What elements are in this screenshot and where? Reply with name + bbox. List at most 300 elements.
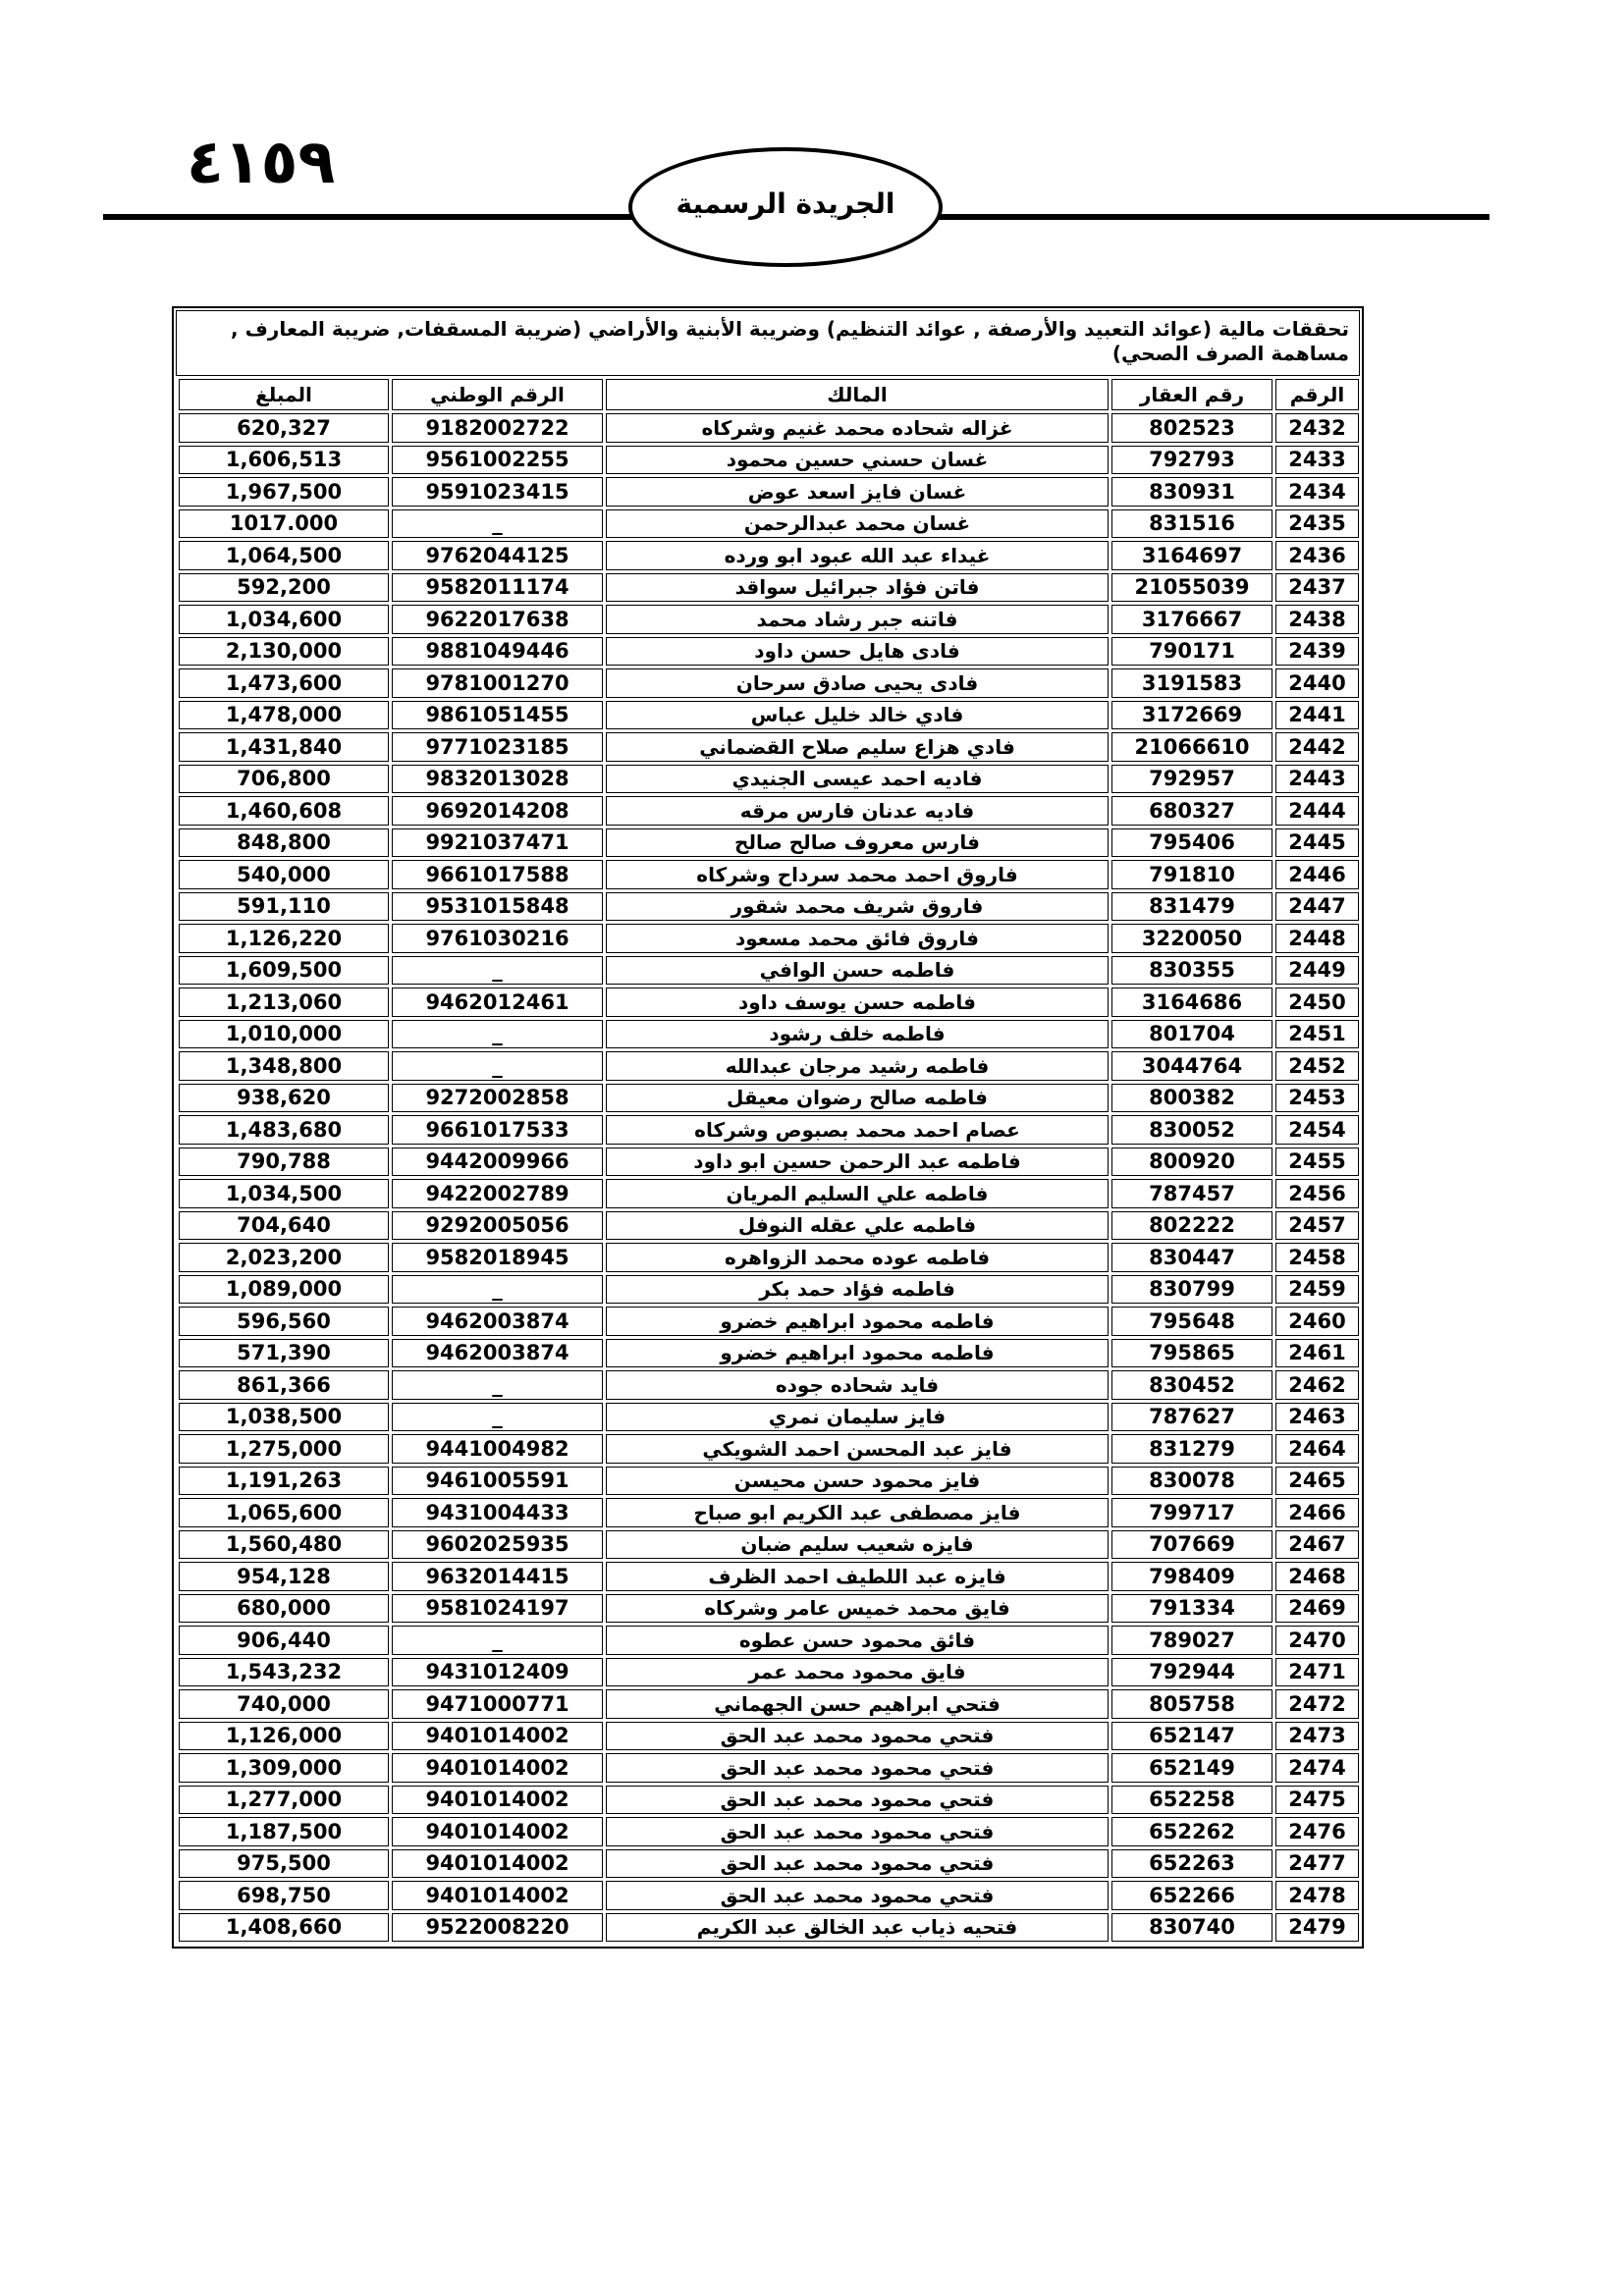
cell-property: 798409: [1111, 1562, 1272, 1591]
table-row: [179, 1530, 1359, 1560]
cell-owner: غزاله شحاده محمد غنيم وشركاه: [606, 413, 1109, 443]
cell-id: 2457: [1275, 1211, 1359, 1241]
cell-amount: 1017.000: [179, 509, 389, 539]
cell-national-id: 9591023415: [392, 477, 603, 507]
cell-amount: 861,366: [179, 1370, 389, 1400]
cell-id: 2449: [1275, 956, 1359, 986]
table-row: [179, 1753, 1359, 1783]
cell-property: 652266: [1111, 1881, 1272, 1910]
cell-property: 707669: [1111, 1530, 1272, 1560]
cell-property: 652262: [1111, 1817, 1272, 1846]
table-row: [179, 796, 1359, 826]
cell-property: 795648: [1111, 1307, 1272, 1336]
cell-amount: 1,606,513: [179, 446, 389, 475]
cell-property: 789027: [1111, 1626, 1272, 1655]
cell-national-id: 9462003874: [392, 1307, 603, 1336]
table-row: [179, 477, 1359, 507]
table-row: [179, 1689, 1359, 1719]
cell-property: 830931: [1111, 477, 1272, 507]
cell-national-id: _: [392, 1275, 603, 1305]
table-row: [179, 1434, 1359, 1464]
cell-owner: فادى يحيى صادق سرحان: [606, 668, 1109, 698]
table-row: [179, 1307, 1359, 1336]
header-national-id: الرقم الوطني: [392, 379, 603, 410]
table-row: [179, 605, 1359, 634]
cell-id: 2446: [1275, 860, 1359, 889]
cell-property: 830355: [1111, 956, 1272, 986]
table-row: [179, 1722, 1359, 1751]
table-row: [179, 637, 1359, 667]
table-body: [179, 413, 1359, 1942]
table-row: [179, 1243, 1359, 1272]
cell-id: 2450: [1275, 988, 1359, 1017]
cell-property: 830447: [1111, 1243, 1272, 1272]
cell-national-id: 9692014208: [392, 796, 603, 826]
cell-amount: 954,128: [179, 1562, 389, 1591]
cell-national-id: 9762044125: [392, 541, 603, 570]
cell-owner: فتحي محمود محمد عبد الحق: [606, 1881, 1109, 1910]
cell-national-id: 9461005591: [392, 1467, 603, 1496]
cell-id: 2452: [1275, 1051, 1359, 1081]
cell-owner: فتحي محمود محمد عبد الحق: [606, 1817, 1109, 1846]
cell-id: 2443: [1275, 765, 1359, 794]
cell-property: 799717: [1111, 1498, 1272, 1527]
cell-owner: غسان محمد عبدالرحمن: [606, 509, 1109, 539]
cell-amount: 1,038,500: [179, 1403, 389, 1432]
cell-national-id: 9561002255: [392, 446, 603, 475]
cell-amount: 1,010,000: [179, 1020, 389, 1049]
cell-id: 2438: [1275, 605, 1359, 634]
table-row: [179, 1849, 1359, 1879]
cell-national-id: 9431004433: [392, 1498, 603, 1527]
cell-id: 2433: [1275, 446, 1359, 475]
cell-owner: فاديه عدنان فارس مرقه: [606, 796, 1109, 826]
cell-property: 787627: [1111, 1403, 1272, 1432]
table-row: [179, 1179, 1359, 1208]
cell-owner: فايزه عبد اللطيف احمد الظرف: [606, 1562, 1109, 1591]
cell-id: 2469: [1275, 1594, 1359, 1624]
cell-owner: غسان فايز اسعد عوض: [606, 477, 1109, 507]
cell-national-id: 9401014002: [392, 1817, 603, 1846]
cell-owner: فاروق احمد محمد سرداح وشركاه: [606, 860, 1109, 889]
cell-property: 831479: [1111, 892, 1272, 922]
cell-owner: عصام احمد محمد بصبوص وشركاه: [606, 1115, 1109, 1145]
table-row: [179, 1275, 1359, 1305]
cell-amount: 1,431,840: [179, 732, 389, 762]
cell-amount: 740,000: [179, 1689, 389, 1719]
cell-id: 2435: [1275, 509, 1359, 539]
cell-amount: 1,277,000: [179, 1786, 389, 1815]
cell-property: 652149: [1111, 1753, 1272, 1783]
cell-national-id: 9582018945: [392, 1243, 603, 1272]
cell-property: 21055039: [1111, 573, 1272, 603]
table-row: [179, 1626, 1359, 1655]
cell-amount: 2,130,000: [179, 637, 389, 667]
cell-owner: فتحي ابراهيم حسن الجهماني: [606, 1689, 1109, 1719]
cell-amount: 1,967,500: [179, 477, 389, 507]
cell-property: 3191583: [1111, 668, 1272, 698]
cell-national-id: 9292005056: [392, 1211, 603, 1241]
table-row: [179, 1658, 1359, 1687]
cell-property: 3220050: [1111, 924, 1272, 953]
cell-national-id: 9582011174: [392, 573, 603, 603]
table-caption: تحققات مالية (عوائد التعبيد والأرصفة , عوائد التنظيم) وضريبة الأبنية والأراضي (ضريبة المسقفات, ضريبة المعارف , مساهمة الصرف الصحي): [176, 310, 1360, 376]
cell-national-id: 9462012461: [392, 988, 603, 1017]
cell-id: 2462: [1275, 1370, 1359, 1400]
cell-national-id: 9661017533: [392, 1115, 603, 1145]
cell-national-id: 9471000771: [392, 1689, 603, 1719]
cell-id: 2439: [1275, 637, 1359, 667]
cell-amount: 592,200: [179, 573, 389, 603]
cell-national-id: 9761030216: [392, 924, 603, 953]
cell-national-id: 9581024197: [392, 1594, 603, 1624]
cell-national-id: 9661017588: [392, 860, 603, 889]
table-row: [179, 988, 1359, 1017]
cell-owner: فاطمه فؤاد حمد بكر: [606, 1275, 1109, 1305]
cell-owner: فاطمه رشيد مرجان عبدالله: [606, 1051, 1109, 1081]
cell-owner: فتحي محمود محمد عبد الحق: [606, 1849, 1109, 1879]
table-row: [179, 1084, 1359, 1113]
cell-property: 791334: [1111, 1594, 1272, 1624]
cell-property: 830799: [1111, 1275, 1272, 1305]
cell-national-id: 9401014002: [392, 1722, 603, 1751]
cell-owner: فاطمه صالح رضوان معيقل: [606, 1084, 1109, 1113]
cell-property: 3172669: [1111, 701, 1272, 730]
cell-amount: 1,473,600: [179, 668, 389, 698]
cell-owner: فاتن فؤاد جبرائيل سواقد: [606, 573, 1109, 603]
cell-property: 3164697: [1111, 541, 1272, 570]
cell-id: 2432: [1275, 413, 1359, 443]
cell-amount: 571,390: [179, 1339, 389, 1368]
cell-amount: 906,440: [179, 1626, 389, 1655]
cell-amount: 620,327: [179, 413, 389, 443]
cell-amount: 1,478,000: [179, 701, 389, 730]
cell-owner: فايز سليمان نمري: [606, 1403, 1109, 1432]
cell-national-id: 9462003874: [392, 1339, 603, 1368]
cell-id: 2442: [1275, 732, 1359, 762]
cell-owner: فايزه شعيب سليم ضبان: [606, 1530, 1109, 1560]
cell-id: 2475: [1275, 1786, 1359, 1815]
cell-amount: 1,187,500: [179, 1817, 389, 1846]
table-row: [179, 1467, 1359, 1496]
cell-id: 2459: [1275, 1275, 1359, 1305]
cell-amount: 848,800: [179, 828, 389, 858]
cell-id: 2447: [1275, 892, 1359, 922]
cell-national-id: 9531015848: [392, 892, 603, 922]
cell-amount: 680,000: [179, 1594, 389, 1624]
table-header-row: [179, 379, 1359, 410]
table-row: [179, 1051, 1359, 1081]
cell-amount: 1,560,480: [179, 1530, 389, 1560]
cell-id: 2437: [1275, 573, 1359, 603]
cell-amount: 1,089,000: [179, 1275, 389, 1305]
cell-national-id: 9401014002: [392, 1881, 603, 1910]
cell-owner: غيداء عبد الله عبود ابو ورده: [606, 541, 1109, 570]
cell-property: 791810: [1111, 860, 1272, 889]
cell-id: 2474: [1275, 1753, 1359, 1783]
cell-id: 2465: [1275, 1467, 1359, 1496]
cell-property: 787457: [1111, 1179, 1272, 1208]
cell-id: 2464: [1275, 1434, 1359, 1464]
cell-amount: 1,191,263: [179, 1467, 389, 1496]
table-row: [179, 1403, 1359, 1432]
table-row: [179, 541, 1359, 570]
cell-id: 2436: [1275, 541, 1359, 570]
cell-national-id: _: [392, 509, 603, 539]
cell-amount: 591,110: [179, 892, 389, 922]
cell-id: 2454: [1275, 1115, 1359, 1145]
cell-national-id: 9771023185: [392, 732, 603, 762]
table-row: [179, 924, 1359, 953]
cell-id: 2434: [1275, 477, 1359, 507]
cell-owner: فارس معروف صالح صالح: [606, 828, 1109, 858]
cell-amount: 1,483,680: [179, 1115, 389, 1145]
cell-id: 2456: [1275, 1179, 1359, 1208]
cell-owner: فاطمه محمود ابراهيم خضرو: [606, 1307, 1109, 1336]
cell-property: 21066610: [1111, 732, 1272, 762]
table-row: [179, 573, 1359, 603]
cell-national-id: _: [392, 1020, 603, 1049]
cell-amount: 1,034,500: [179, 1179, 389, 1208]
cell-id: 2477: [1275, 1849, 1359, 1879]
table-row: [179, 1339, 1359, 1368]
table-row: [179, 732, 1359, 762]
cell-owner: فتحي محمود محمد عبد الحق: [606, 1753, 1109, 1783]
cell-national-id: 9921037471: [392, 828, 603, 858]
cell-property: 652147: [1111, 1722, 1272, 1751]
cell-owner: فايز محمود حسن محيسن: [606, 1467, 1109, 1496]
table-row: [179, 828, 1359, 858]
assessments-table: [176, 376, 1362, 1945]
cell-owner: فاطمه عوده محمد الزواهره: [606, 1243, 1109, 1272]
cell-property: 795406: [1111, 828, 1272, 858]
cell-id: 2448: [1275, 924, 1359, 953]
cell-id: 2440: [1275, 668, 1359, 698]
cell-id: 2463: [1275, 1403, 1359, 1432]
cell-owner: فتحيه ذياب عبد الخالق عبد الكريم: [606, 1913, 1109, 1943]
cell-national-id: _: [392, 1370, 603, 1400]
cell-national-id: 9401014002: [392, 1753, 603, 1783]
cell-amount: 2,023,200: [179, 1243, 389, 1272]
cell-property: 830078: [1111, 1467, 1272, 1496]
cell-national-id: _: [392, 1626, 603, 1655]
cell-national-id: 9881049446: [392, 637, 603, 667]
cell-owner: فايد شحاده جوده: [606, 1370, 1109, 1400]
cell-amount: 790,788: [179, 1148, 389, 1177]
cell-owner: فاطمه محمود ابراهيم خضرو: [606, 1339, 1109, 1368]
cell-amount: 1,348,800: [179, 1051, 389, 1081]
cell-amount: 1,309,000: [179, 1753, 389, 1783]
cell-property: 3044764: [1111, 1051, 1272, 1081]
cell-id: 2473: [1275, 1722, 1359, 1751]
cell-national-id: 9401014002: [392, 1786, 603, 1815]
cell-owner: فائق محمود حسن عطوه: [606, 1626, 1109, 1655]
cell-property: 805758: [1111, 1689, 1272, 1719]
cell-national-id: 9522008220: [392, 1913, 603, 1943]
cell-national-id: 9182002722: [392, 413, 603, 443]
cell-owner: غسان حسني حسين محمود: [606, 446, 1109, 475]
cell-owner: فاروق شريف محمد شقور: [606, 892, 1109, 922]
table-row: [179, 1370, 1359, 1400]
cell-amount: 1,213,060: [179, 988, 389, 1017]
cell-national-id: 9632014415: [392, 1562, 603, 1591]
table-row: [179, 1115, 1359, 1145]
table-row: [179, 1881, 1359, 1910]
cell-owner: فاتنه جبر رشاد محمد: [606, 605, 1109, 634]
cell-id: 2445: [1275, 828, 1359, 858]
assessments-table-box: [172, 306, 1364, 1949]
page-number: ٤١٥٩: [187, 126, 336, 197]
table-row: [179, 1498, 1359, 1527]
cell-owner: فادي هزاع سليم صلاح القضماني: [606, 732, 1109, 762]
cell-amount: 938,620: [179, 1084, 389, 1113]
cell-property: 830052: [1111, 1115, 1272, 1145]
cell-amount: 1,543,232: [179, 1658, 389, 1687]
cell-amount: 698,750: [179, 1881, 389, 1910]
cell-national-id: _: [392, 1403, 603, 1432]
cell-amount: 1,460,608: [179, 796, 389, 826]
cell-property: 802523: [1111, 413, 1272, 443]
cell-id: 2470: [1275, 1626, 1359, 1655]
cell-property: 795865: [1111, 1339, 1272, 1368]
cell-property: 792944: [1111, 1658, 1272, 1687]
cell-id: 2468: [1275, 1562, 1359, 1591]
table-row: [179, 860, 1359, 889]
table-row: [179, 413, 1359, 443]
cell-owner: فاطمه عبد الرحمن حسين ابو داود: [606, 1148, 1109, 1177]
table-row: [179, 509, 1359, 539]
cell-id: 2466: [1275, 1498, 1359, 1527]
cell-property: 800920: [1111, 1148, 1272, 1177]
cell-national-id: _: [392, 1051, 603, 1081]
table-row: [179, 956, 1359, 986]
cell-amount: 1,408,660: [179, 1913, 389, 1943]
cell-property: 830740: [1111, 1913, 1272, 1943]
cell-property: 801704: [1111, 1020, 1272, 1049]
cell-id: 2476: [1275, 1817, 1359, 1846]
table-row: [179, 668, 1359, 698]
cell-property: 652263: [1111, 1849, 1272, 1879]
cell-national-id: 9832013028: [392, 765, 603, 794]
table-row: [179, 1594, 1359, 1624]
cell-id: 2441: [1275, 701, 1359, 730]
gazette-title-oval: [628, 147, 943, 267]
header-owner: المالك: [606, 379, 1109, 410]
cell-id: 2460: [1275, 1307, 1359, 1336]
cell-national-id: 9441004982: [392, 1434, 603, 1464]
cell-property: 830452: [1111, 1370, 1272, 1400]
table-row: [179, 765, 1359, 794]
cell-property: 3176667: [1111, 605, 1272, 634]
cell-amount: 540,000: [179, 860, 389, 889]
cell-property: 831279: [1111, 1434, 1272, 1464]
table-row: [179, 446, 1359, 475]
cell-id: 2472: [1275, 1689, 1359, 1719]
table-row: [179, 1817, 1359, 1846]
header-amount: المبلغ: [179, 379, 389, 410]
cell-owner: فاطمه حسن يوسف داود: [606, 988, 1109, 1017]
cell-owner: فايق محمود محمد عمر: [606, 1658, 1109, 1687]
cell-amount: 704,640: [179, 1211, 389, 1241]
cell-national-id: 9781001270: [392, 668, 603, 698]
cell-amount: 596,560: [179, 1307, 389, 1336]
cell-owner: فاروق فائق محمد مسعود: [606, 924, 1109, 953]
cell-id: 2479: [1275, 1913, 1359, 1943]
cell-national-id: 9622017638: [392, 605, 603, 634]
cell-amount: 706,800: [179, 765, 389, 794]
cell-property: 3164686: [1111, 988, 1272, 1017]
cell-property: 831516: [1111, 509, 1272, 539]
cell-property: 800382: [1111, 1084, 1272, 1113]
cell-id: 2458: [1275, 1243, 1359, 1272]
cell-amount: 975,500: [179, 1849, 389, 1879]
cell-id: 2471: [1275, 1658, 1359, 1687]
cell-owner: فاطمه حسن الوافي: [606, 956, 1109, 986]
cell-id: 2467: [1275, 1530, 1359, 1560]
cell-owner: فاطمه علي السليم المريان: [606, 1179, 1109, 1208]
cell-property: 802222: [1111, 1211, 1272, 1241]
cell-amount: 1,126,000: [179, 1722, 389, 1751]
cell-id: 2451: [1275, 1020, 1359, 1049]
cell-owner: فتحي محمود محمد عبد الحق: [606, 1786, 1109, 1815]
cell-national-id: 9442009966: [392, 1148, 603, 1177]
table-row: [179, 1211, 1359, 1241]
cell-owner: فادى هايل حسن داود: [606, 637, 1109, 667]
cell-amount: 1,275,000: [179, 1434, 389, 1464]
cell-id: 2461: [1275, 1339, 1359, 1368]
table-row: [179, 1913, 1359, 1943]
cell-owner: فاطمه علي عقله النوفل: [606, 1211, 1109, 1241]
header-id: الرقم: [1275, 379, 1359, 410]
cell-property: 680327: [1111, 796, 1272, 826]
cell-owner: فايز مصطفى عبد الكريم ابو صباح: [606, 1498, 1109, 1527]
cell-national-id: 9272002858: [392, 1084, 603, 1113]
table-row: [179, 1148, 1359, 1177]
cell-national-id: 9431012409: [392, 1658, 603, 1687]
gazette-title: الجريدة الرسمية: [676, 187, 895, 220]
table-row: [179, 1562, 1359, 1591]
cell-national-id: 9861051455: [392, 701, 603, 730]
table-row: [179, 892, 1359, 922]
cell-amount: 1,126,220: [179, 924, 389, 953]
cell-id: 2478: [1275, 1881, 1359, 1910]
cell-amount: 1,609,500: [179, 956, 389, 986]
cell-id: 2444: [1275, 796, 1359, 826]
cell-owner: فتحي محمود محمد عبد الحق: [606, 1722, 1109, 1751]
cell-amount: 1,034,600: [179, 605, 389, 634]
cell-national-id: _: [392, 956, 603, 986]
cell-property: 790171: [1111, 637, 1272, 667]
cell-owner: فايز عبد المحسن احمد الشويكي: [606, 1434, 1109, 1464]
cell-owner: فايق محمد خميس عامر وشركاه: [606, 1594, 1109, 1624]
cell-national-id: 9422002789: [392, 1179, 603, 1208]
cell-owner: فادي خالد خليل عباس: [606, 701, 1109, 730]
table-row: [179, 1786, 1359, 1815]
header-property: رقم العقار: [1111, 379, 1272, 410]
cell-national-id: 9401014002: [392, 1849, 603, 1879]
cell-id: 2453: [1275, 1084, 1359, 1113]
cell-id: 2455: [1275, 1148, 1359, 1177]
table-row: [179, 1020, 1359, 1049]
cell-amount: 1,065,600: [179, 1498, 389, 1527]
cell-amount: 1,064,500: [179, 541, 389, 570]
table-row: [179, 701, 1359, 730]
cell-property: 792793: [1111, 446, 1272, 475]
cell-property: 792957: [1111, 765, 1272, 794]
cell-property: 652258: [1111, 1786, 1272, 1815]
cell-owner: فاديه احمد عيسى الجنيدي: [606, 765, 1109, 794]
cell-national-id: 9602025935: [392, 1530, 603, 1560]
